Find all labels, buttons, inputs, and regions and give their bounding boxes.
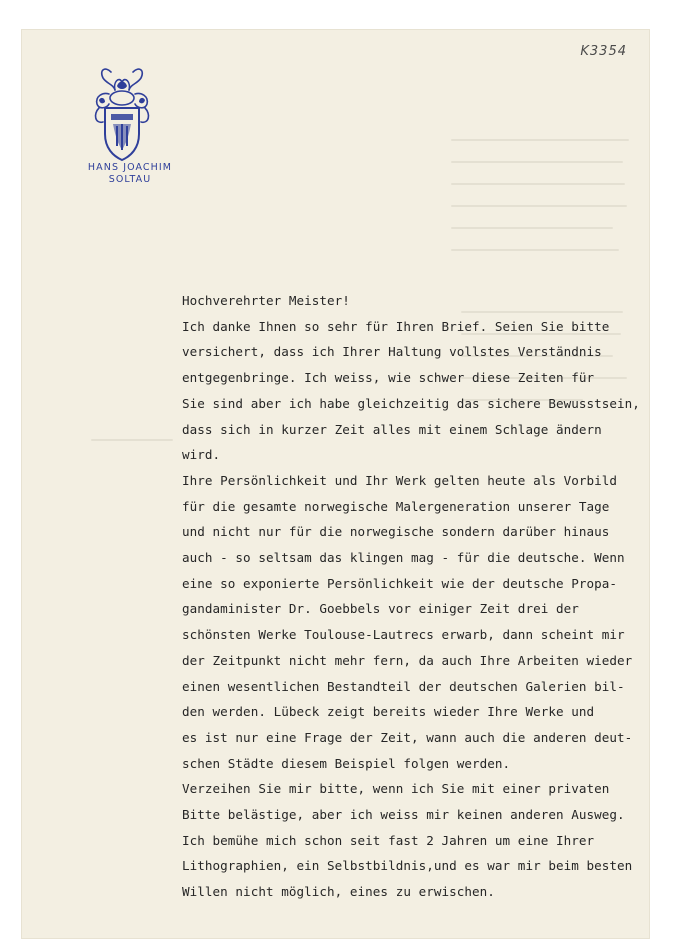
- letter-line: Sie sind aber ich habe gleichzeitig das sichere Bewusstsein,: [182, 395, 640, 411]
- letter-line: dass sich in kurzer Zeit alles mit einem Schlage ändern: [182, 421, 602, 437]
- letter-line: Ich danke Ihnen so sehr für Ihren Brief. Seien Sie bitte: [182, 318, 610, 334]
- letter-line: entgegenbringe. Ich weiss, wie schwer diese Zeiten für: [182, 370, 595, 386]
- letter-line: und nicht nur für die norwegische sondern darüber hinaus: [182, 524, 610, 540]
- letter-line: den werden. Lübeck zeigt bereits wieder Ihre Werke und: [182, 704, 595, 720]
- letter-line: der Zeitpunkt nicht mehr fern, da auch Ihre Arbeiten wieder: [182, 652, 633, 668]
- letter-line: es ist nur eine Frage der Zeit, wann auch die anderen deut-: [182, 729, 633, 745]
- letter-body: [182, 288, 652, 905]
- letter-line: Ihre Persönlichkeit und Ihr Werk gelten heute als Vorbild: [182, 472, 618, 488]
- archive-number: K3354: [580, 44, 627, 59]
- letter-sheet: [22, 30, 649, 938]
- heraldic-crest-icon: [89, 64, 155, 170]
- letter-line: Willen nicht möglich, eines zu erwischen.: [182, 884, 495, 900]
- letter-line: Verzeihen Sie mir bitte, wenn ich Sie mit einer privaten: [182, 781, 610, 797]
- letter-line: Ich bemühe mich schon seit fast 2 Jahren um eine Ihrer: [182, 832, 595, 848]
- letter-line: für die gesamte norwegische Malergeneration unserer Tage: [182, 498, 610, 514]
- letter-line: auch - so seltsam das klingen mag - für die deutsche. Wenn: [182, 550, 625, 566]
- letter-line: gandaminister Dr. Goebbels vor einiger Zeit drei der: [182, 601, 579, 617]
- letter-line: Lithographien, ein Selbstbildnis,und es war mir beim besten: [182, 858, 633, 874]
- letter-line: Bitte belästige, aber ich weiss mir keinen anderen Ausweg.: [182, 807, 625, 823]
- letter-line: wird.: [182, 447, 221, 463]
- letterhead-name-line1: HANS JOACHIM: [87, 162, 173, 173]
- letterhead-name-line2: SOLTAU: [108, 174, 152, 185]
- letter-line: Hochverehrter Meister!: [182, 293, 350, 308]
- letter-line: versichert, dass ich Ihrer Haltung vollstes Verständnis: [182, 344, 602, 360]
- letter-line: eine so exponierte Persönlichkeit wie der deutsche Propa-: [182, 575, 618, 591]
- letter-line: einen wesentlichen Bestandteil der deutschen Galerien bil-: [182, 678, 625, 694]
- letter-line: schen Städte diesem Beispiel folgen werden.: [182, 755, 511, 771]
- letterhead: [80, 162, 180, 186]
- letter-line: schönsten Werke Toulouse-Lautrecs erwarb, dann scheint mir: [182, 627, 625, 643]
